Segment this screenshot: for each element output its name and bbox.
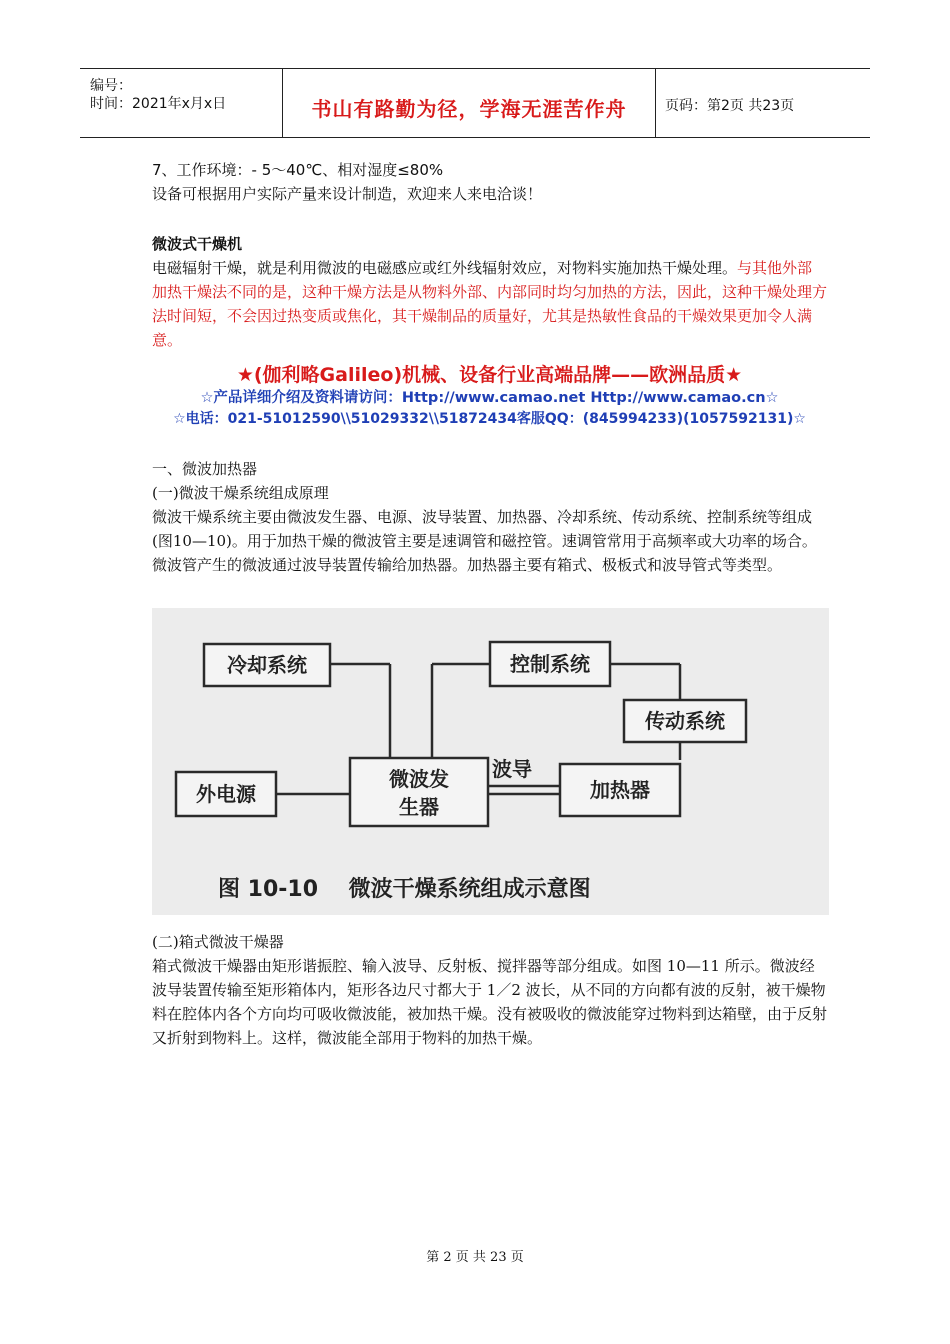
label-drive: 传动系统	[645, 709, 725, 733]
label-cooling: 冷却系统	[227, 653, 307, 677]
section-paragraph: 微波干燥系统主要由微波发生器、电源、波导装置、加热器、冷却系统、传动系统、控制系统等组成(图10—10)。用于加热干燥的微波管主要是速调管和磁控管。速调管常用于高频率或大功率的场合。微波管产生的微波通过波导装置传输给加热器。加热器主要有箱式、极板式和波导管式等类型。	[152, 508, 817, 574]
paragraph-black-text: 电磁辐射干燥，就是利用微波的电磁感应或红外线辐射效应，对物料实施加热干燥处理。	[152, 259, 738, 277]
page-footer: 第 2 页 共 23 页	[426, 1250, 524, 1265]
document-time-label: 时间：2021年x月x日	[90, 96, 227, 112]
intro-block	[152, 158, 827, 206]
page-header	[80, 68, 870, 138]
system-diagram	[152, 608, 829, 915]
document-number-label: 编号：	[90, 78, 132, 94]
header-info-cell	[80, 69, 282, 137]
section-paragraph: 箱式微波干燥器由矩形谐振腔、输入波导、反射板、搅拌器等部分组成。如图 10—11 所示。微波经波导装置传输至矩形箱体内，矩形各边尺寸都大于 1／2 波长，从不同的方向都有波的反射，被干燥物料在腔体内各个方向均可吸收微波能，被加热干燥。没有被吸收的微波能穿过物料到达箱壁，由于反射又折射到物料上。这样，微波能全部用于物料的加热干燥。	[152, 957, 828, 1047]
label-power: 外电源	[196, 782, 256, 806]
section-paragraph	[152, 256, 827, 352]
section-heater	[152, 457, 827, 577]
label-generator-1: 微波发	[389, 767, 449, 791]
header-motto: 书山有路勤为径，学海无涯苦作舟	[311, 97, 627, 121]
section-box-dryer	[152, 930, 827, 1050]
section-heading: 一、微波加热器	[152, 460, 258, 478]
figure-caption: 图 10-10 微波干燥系统组成示意图	[218, 877, 591, 902]
label-control: 控制系统	[510, 652, 590, 676]
ad-website-line[interactable]: ☆产品详细介绍及资料请访问：Http://www.camao.net Http://www.camao.cn☆	[200, 390, 779, 406]
work-environment-line: 7、工作环境：- 5～40℃、相对湿度≤80%	[152, 161, 444, 179]
section-title: 微波式干燥机	[152, 235, 243, 253]
label-heater: 加热器	[590, 778, 650, 802]
system-diagram-figure	[152, 608, 829, 915]
custom-design-line: 设备可根据用户实际产量来设计制造，欢迎来人来电洽谈！	[152, 185, 543, 203]
header-motto-cell	[282, 69, 656, 137]
subsection-heading: (一)微波干燥系统组成原理	[152, 484, 329, 502]
microwave-dryer-section	[152, 232, 827, 352]
label-waveguide: 波导	[492, 757, 532, 781]
label-generator-2: 生器	[399, 795, 439, 819]
ad-phone-line: ☆电话：021-51012590\\51029332\\51872434客服QQ：(845994233)(1057592131)☆	[173, 411, 806, 427]
ad-brand-line: ★(伽利略Galileo)机械、设备行业高端品牌——欧洲品质★	[236, 364, 743, 386]
subsection-heading: (二)箱式微波干燥器	[152, 933, 284, 951]
paragraph-red-text: 与其他外部加热干燥法不同的是，这种干燥方法是从物料外部、内部同时均匀加热的方法，因此，这种干燥处理方法时间短，不会因过热变质或焦化，其干燥制品的质量好，尤其是热敏性食品的干燥效果更加令人满意。	[152, 259, 828, 349]
header-page-cell	[655, 69, 870, 137]
header-page-number: 页码：第2页 共23页	[665, 98, 795, 114]
